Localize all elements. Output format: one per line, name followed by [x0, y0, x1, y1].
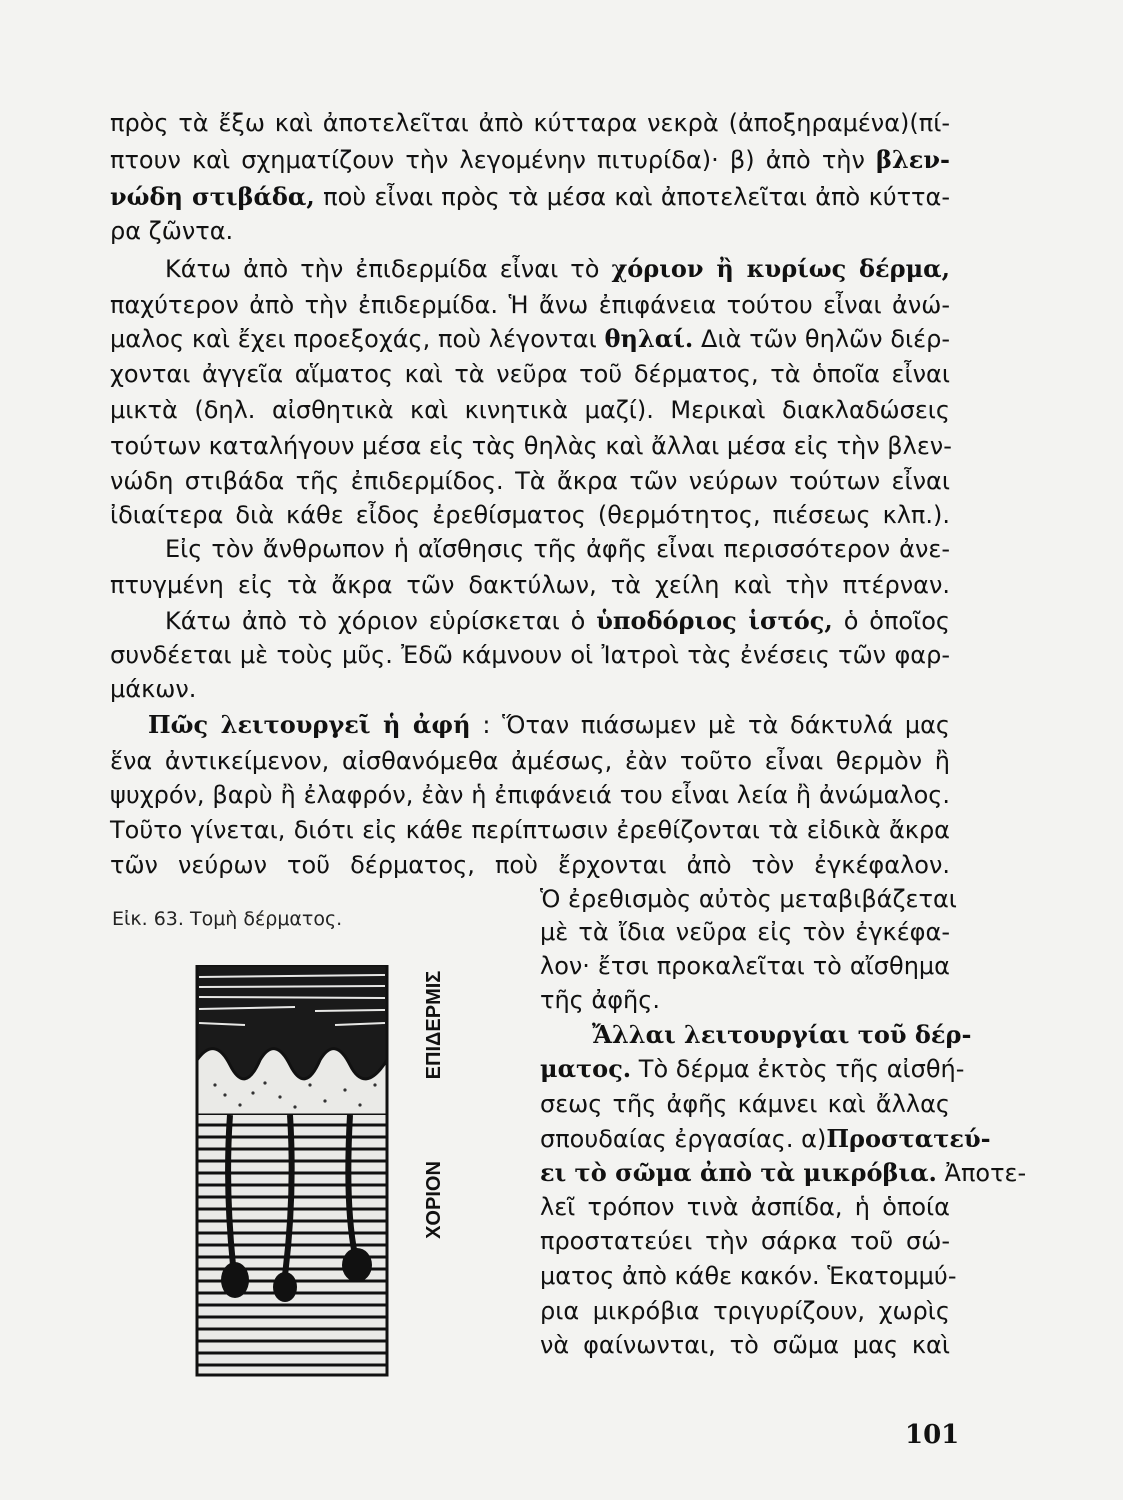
text-line	[592, 1018, 972, 1052]
text-span: Ἀποτε-	[936, 1159, 1027, 1187]
text-line: προστατεύει τὴν σάρκα τοῦ σώ-	[540, 1227, 950, 1255]
text-line	[110, 143, 950, 177]
text-line: νώδη στιβάδα τῆς ἐπιδερμίδος. Τὰ ἄκρα τῶν νεύρων τούτων εἶναι	[110, 467, 950, 495]
text-line: ματος ἀπὸ κάθε κακόν. Ἑκατομμύ-	[540, 1262, 957, 1290]
text-span: Κάτω ἀπὸ τὴν ἐπιδερμίδα εἶναι τὸ	[165, 255, 612, 283]
text-line: λον· ἔτσι προκαλεῖται τὸ αἴσθημα	[540, 952, 950, 980]
text-line	[110, 180, 950, 214]
text-span: : Ὅταν πιάσωμεν μὲ τὰ δάκτυλά μας	[470, 711, 951, 739]
text-line: νὰ φαίνωνται, τὸ σῶμα μας καὶ	[540, 1331, 950, 1359]
text-line: ἕνα ἀντικείμενον, αἰσθανόμεθα ἀμέσως, ἐὰν τοῦτο εἶναι θερμὸν ἢ	[110, 747, 950, 775]
label-dermis: ΧΟΡΙΟΝ	[423, 1161, 445, 1239]
text-line: μάκων.	[110, 675, 197, 703]
text-span: μαλος καὶ ἔχει προεξοχάς, ποὺ λέγονται	[110, 325, 605, 353]
text-span: ὁ ὁποῖος	[832, 607, 950, 635]
bold-term: χόριον ἢ κυρίως δέρμα,	[611, 254, 950, 283]
text-line	[540, 1052, 965, 1086]
text-line: πρὸς τὰ ἔξω καὶ ἀποτελεῖται ἀπὸ κύτταρα νεκρὰ (ἀποξηραμένα)(πί-	[110, 109, 950, 137]
text-line: τῶν νεύρων τοῦ δέρματος, ποὺ ἔρχονται ἀπὸ τὸν ἐγκέφαλον.	[110, 851, 950, 879]
figure-caption: Εἰκ. 63. Τομὴ δέρματος.	[112, 908, 343, 930]
text-span: Τὸ δέρμα ἐκτὸς τῆς αἰσθή-	[631, 1055, 965, 1083]
text-line	[540, 1122, 991, 1156]
section-heading: ματος.	[540, 1054, 632, 1083]
bold-term: ὑποδόριος ἱστός,	[596, 606, 833, 635]
text-line: λεῖ τρόπον τινὰ ἀσπίδα, ἡ ὁποία	[540, 1193, 950, 1221]
text-line: χονται ἀγγεῖα αἵματος καὶ τὰ νεῦρα τοῦ δέρματος, τὰ ὁποῖα εἶναι	[110, 360, 950, 388]
text-line: Τοῦτο γίνεται, διότι εἰς κάθε περίπτωσιν ἐρεθίζονται τὰ εἰδικὰ ἄκρα	[110, 816, 950, 844]
text-line: σεως τῆς ἀφῆς κάμνει καὶ ἄλλας	[540, 1090, 950, 1118]
bold-term: βλεν-	[876, 145, 950, 174]
text-line	[540, 1156, 1027, 1190]
text-line: ψυχρόν, βαρὺ ἢ ἐλαφρόν, ἐὰν ἡ ἐπιφάνειά του εἶναι λεία ἢ ἀνώμαλος.	[110, 781, 950, 809]
text-line: τῆς ἀφῆς.	[540, 986, 660, 1014]
text-span: ποὺ εἶναι πρὸς τὰ μέσα καὶ ἀποτελεῖται ἀπὸ κύττα-	[314, 183, 950, 211]
label-epidermis: ΕΠΙΔΕΡΜΙΣ	[423, 970, 445, 1080]
text-span: Διὰ τῶν θηλῶν διέρ-	[693, 325, 950, 353]
text-line	[165, 252, 950, 286]
text-line: μὲ τὰ ἴδια νεῦρα εἰς τὸν ἐγκέφα-	[540, 918, 950, 946]
text-line: τούτων καταλήγουν μέσα εἰς τὰς θηλὰς καὶ ἄλλαι μέσα εἰς τὴν βλεν-	[110, 432, 952, 460]
bold-term: Προστατεύ-	[826, 1124, 991, 1153]
text-line	[165, 604, 950, 638]
text-line: πτυγμένη εἰς τὰ ἄκρα τῶν δακτύλων, τὰ χείλη καὶ τὴν πτέρναν.	[110, 571, 950, 599]
text-span: Κάτω ἀπὸ τὸ χόριον εὑρίσκεται ὁ	[165, 607, 597, 635]
text-line: παχύτερον ἀπὸ τὴν ἐπιδερμίδα. Ἡ ἄνω ἐπιφάνεια τούτου εἶναι ἀνώ-	[110, 291, 950, 319]
text-line: συνδέεται μὲ τοὺς μῦς. Ἐδῶ κάμνουν οἱ Ἰατροὶ τὰς ἐνέσεις τῶν φαρ-	[110, 641, 950, 669]
skin-drawing	[197, 965, 387, 1375]
text-line: ρια μικρόβια τριγυρίζουν, χωρὶς	[540, 1297, 950, 1325]
page-number: 101	[905, 1420, 960, 1450]
text-span: πτουν καὶ σχηματίζουν τὴν λεγομένην πιτυρίδα)· β) ἀπὸ τὴν	[110, 146, 877, 174]
text-line: Εἰς τὸν ἄνθρωπον ἡ αἴσθησις τῆς ἀφῆς εἶναι περισσότερον ἀνε-	[165, 535, 950, 563]
bold-term: ει τὸ σῶμα ἀπὸ τὰ μικρόβια.	[540, 1158, 937, 1187]
text-line: ἰδιαίτερα διὰ κάθε εἶδος ἐρεθίσματος (θερμότητος, πιέσεως κλπ.).	[110, 501, 950, 529]
section-heading: Πῶς λειτουργεῖ ἡ ἀφή	[148, 710, 471, 739]
bold-term: νώδη στιβάδα,	[110, 182, 315, 211]
text-line: μικτὰ (δηλ. αἰσθητικὰ καὶ κινητικὰ μαζί). Μερικαὶ διακλαδώσεις	[110, 396, 950, 424]
text-line	[148, 708, 950, 742]
skin-section-figure	[185, 965, 485, 1385]
text-span: σπουδαίας ἐργασίας. α)	[540, 1125, 827, 1153]
bold-term: θηλαί.	[604, 324, 694, 353]
section-heading: Ἄλλαι λειτουργίαι τοῦ δέρ-	[592, 1020, 972, 1049]
text-line	[110, 322, 950, 356]
text-line: Ὁ ἐρεθισμὸς αὐτὸς μεταβιβάζεται	[540, 885, 957, 913]
text-line: ρα ζῶντα.	[110, 217, 234, 245]
